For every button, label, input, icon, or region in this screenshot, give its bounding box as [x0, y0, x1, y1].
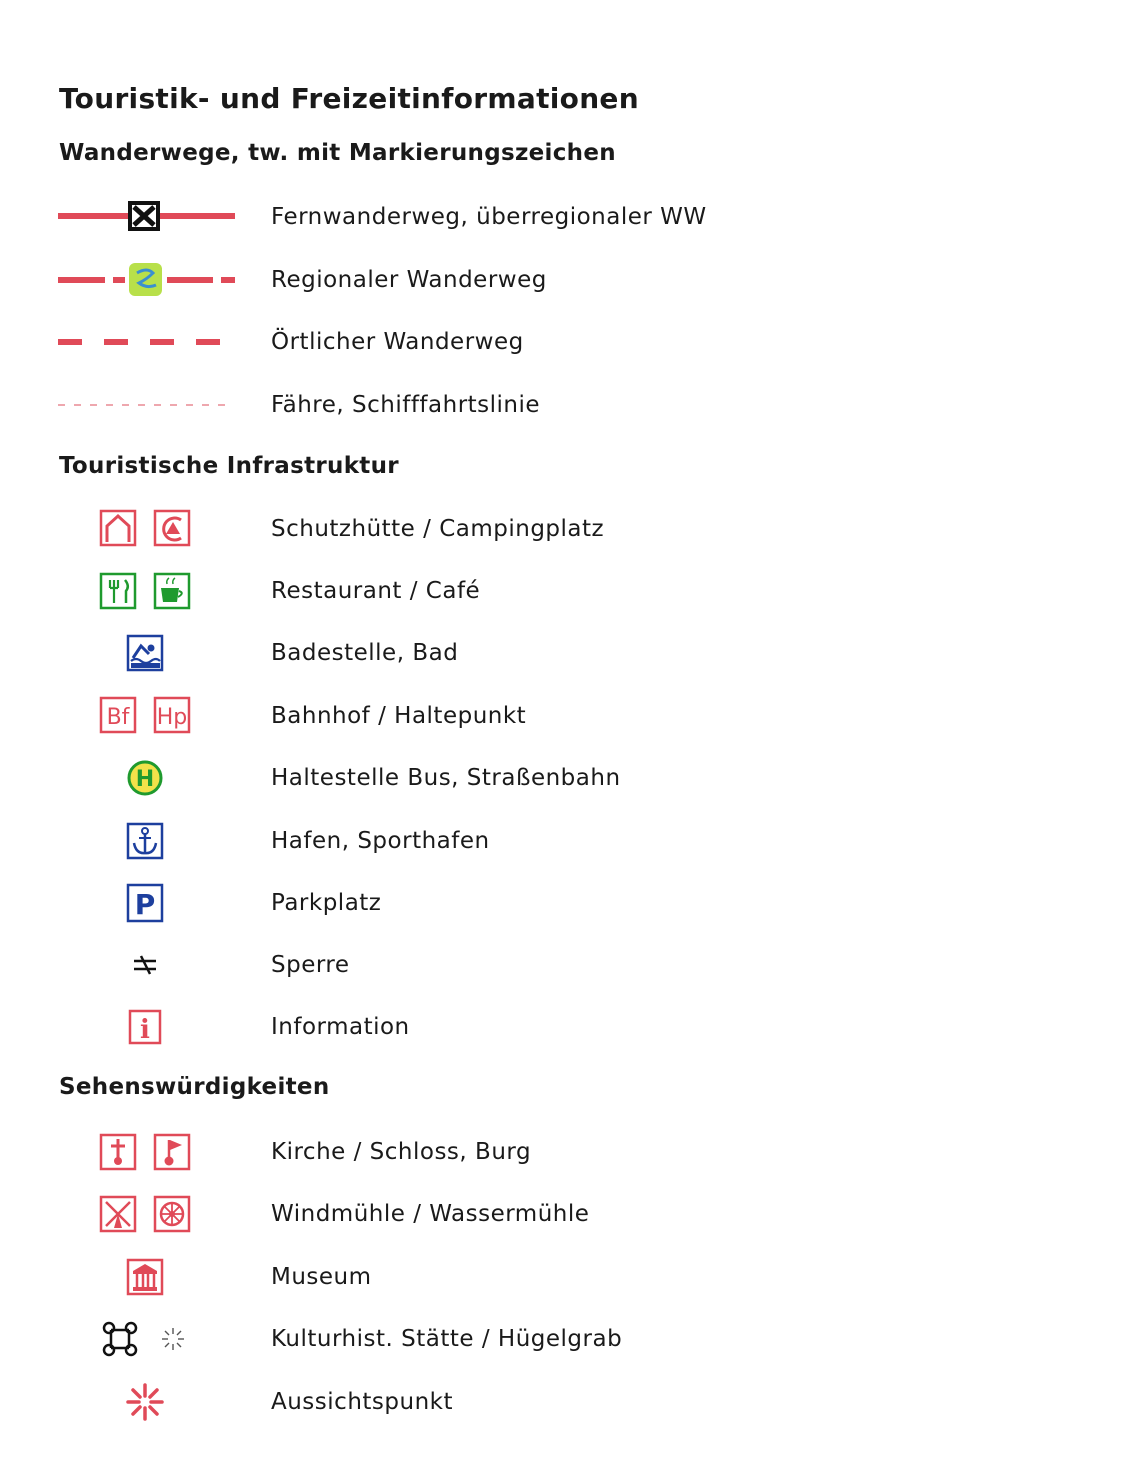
- legend-row-schutzhuette-camping: [0, 504, 1144, 554]
- legend-row-regionaler-wanderweg: [0, 255, 1144, 305]
- regional-marker-dashed-line-icon: [55, 255, 240, 305]
- legend-row-haltestelle: [0, 753, 1144, 803]
- haltepunkt-text: Hp: [156, 705, 188, 730]
- legend-label: Museum: [271, 1264, 372, 1290]
- page-title: Touristik- und Freizeitinformationen: [59, 82, 639, 115]
- bahnhof-text: Bf: [106, 705, 130, 730]
- legend-row-fernwanderweg: [0, 192, 1144, 242]
- legend-row-information: [0, 1002, 1144, 1052]
- restaurant-cafe-icon: [55, 566, 240, 616]
- legend-label: Parkplatz: [271, 890, 382, 916]
- section-heading-infrastruktur: Touristische Infrastruktur: [59, 453, 399, 479]
- legend-label: Aussichtspunkt: [271, 1389, 453, 1415]
- legend-label: Sperre: [271, 952, 350, 978]
- bus-stop-icon: [55, 753, 240, 803]
- section-heading-wanderwege: Wanderwege, tw. mit Markierungszeichen: [59, 140, 616, 166]
- church-castle-icon: [55, 1127, 240, 1177]
- legend-label: Örtlicher Wanderweg: [271, 329, 524, 355]
- legend-row-sperre: [0, 940, 1144, 990]
- legend-row-bahnhof: [0, 691, 1144, 741]
- hut-camping-icon: [55, 504, 240, 554]
- dotted-line-icon: [55, 380, 240, 430]
- legend-row-parkplatz: [0, 878, 1144, 928]
- legend-label: Fähre, Schifffahrtslinie: [271, 392, 541, 418]
- legend-label: Schutzhütte / Campingplatz: [271, 516, 605, 542]
- cultural-site-burial-mound-icon: [55, 1314, 240, 1364]
- legend-row-muehlen: [0, 1189, 1144, 1239]
- legend-label: Kulturhist. Stätte / Hügelgrab: [271, 1326, 623, 1352]
- legend-label: Badestelle, Bad: [271, 640, 459, 666]
- windmill-watermill-icon: [55, 1189, 240, 1239]
- viewpoint-icon: [55, 1377, 240, 1427]
- legend-label: Hafen, Sporthafen: [271, 828, 490, 854]
- legend-row-museum: [0, 1252, 1144, 1302]
- parking-icon: [55, 878, 240, 928]
- station-stop-icon: [55, 691, 240, 741]
- legend-row-faehre: [0, 380, 1144, 430]
- legend-label: Bahnhof / Haltepunkt: [271, 703, 527, 729]
- legend-row-aussichtspunkt: [0, 1377, 1144, 1427]
- parking-text: P: [134, 888, 156, 921]
- information-icon: [55, 1002, 240, 1052]
- legend-row-kulturhist: [0, 1314, 1144, 1364]
- dashed-line-icon: [55, 317, 240, 367]
- legend-label: Windmühle / Wassermühle: [271, 1201, 590, 1227]
- cross-marker-solid-line-icon: [55, 192, 240, 242]
- legend-label: Fernwanderweg, überregionaler WW: [271, 204, 707, 230]
- legend-row-badestelle: [0, 628, 1144, 678]
- legend-row-hafen: [0, 816, 1144, 866]
- legend-row-oertlicher-wanderweg: [0, 317, 1144, 367]
- bus-stop-text: H: [135, 767, 155, 792]
- swimming-icon: [55, 628, 240, 678]
- museum-icon: [55, 1252, 240, 1302]
- anchor-icon: [55, 816, 240, 866]
- information-text: i: [140, 1015, 150, 1045]
- legend-row-kirche-schloss: [0, 1127, 1144, 1177]
- legend-row-restaurant-cafe: [0, 566, 1144, 616]
- legend-label: Regionaler Wanderweg: [271, 267, 547, 293]
- barrier-icon: [55, 940, 240, 990]
- legend-label: Restaurant / Café: [271, 578, 481, 604]
- legend-label: Haltestelle Bus, Straßenbahn: [271, 765, 621, 791]
- section-heading-sehenswuerdigkeiten: Sehenswürdigkeiten: [59, 1074, 330, 1100]
- legend-label: Information: [271, 1014, 410, 1040]
- legend-label: Kirche / Schloss, Burg: [271, 1139, 532, 1165]
